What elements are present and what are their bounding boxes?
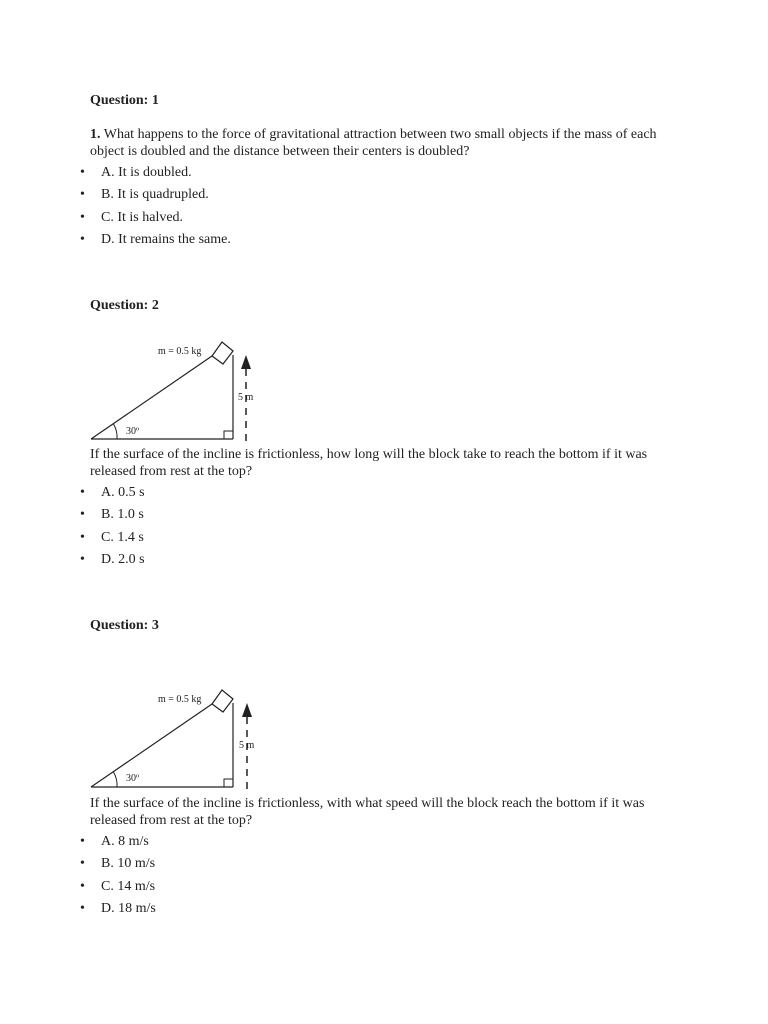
question-3-heading: Question: 3 bbox=[90, 618, 159, 633]
question-3-option-c[interactable] bbox=[80, 878, 156, 900]
bullet-icon: • bbox=[80, 529, 85, 545]
question-1-heading: Question: 1 bbox=[90, 93, 159, 108]
right-angle-icon bbox=[224, 431, 233, 439]
option-label: D. 18 m/s bbox=[101, 900, 156, 916]
question-3-options bbox=[80, 833, 156, 922]
question-2-option-d[interactable] bbox=[80, 551, 145, 573]
question-2-incline-diagram bbox=[88, 338, 268, 444]
angle-label: 30º bbox=[126, 426, 140, 437]
question-1-option-d[interactable] bbox=[80, 231, 231, 253]
question-3-option-a[interactable] bbox=[80, 833, 156, 855]
angle-arc-icon bbox=[114, 424, 118, 439]
bullet-icon: • bbox=[80, 856, 85, 872]
bullet-icon: • bbox=[80, 551, 85, 567]
mass-label: m = 0.5 kg bbox=[158, 694, 202, 705]
question-3-text: If the surface of the incline is frictionless, with what speed will the block reach the bottom if it was released from rest at the top? bbox=[90, 796, 645, 828]
bullet-icon: • bbox=[80, 900, 85, 916]
option-label: B. 10 m/s bbox=[101, 856, 156, 872]
question-1-option-b[interactable] bbox=[80, 186, 231, 208]
question-2-text: If the surface of the incline is frictionless, how long will the block take to reach the bottom if it was released from rest at the top? bbox=[90, 447, 648, 479]
height-label: 5 m bbox=[238, 392, 254, 403]
question-1-option-a[interactable] bbox=[80, 164, 231, 186]
option-label: A. 0.5 s bbox=[101, 485, 145, 500]
height-label: 5 m bbox=[239, 740, 255, 751]
bullet-icon: • bbox=[80, 507, 85, 523]
question-1-number: 1. bbox=[90, 127, 101, 142]
question-1-option-c[interactable] bbox=[80, 209, 231, 231]
option-label: C. 1.4 s bbox=[101, 529, 144, 545]
question-3-incline-diagram bbox=[88, 686, 268, 792]
angle-label: 30º bbox=[126, 773, 140, 784]
angle-arc-icon bbox=[114, 772, 118, 787]
question-1-prompt: What happens to the force of gravitational attraction between two small objects if the mass of each object is doubled and the distance between their centers is doubled? bbox=[90, 127, 657, 159]
right-angle-icon bbox=[224, 779, 233, 787]
option-label: A. It is doubled. bbox=[101, 165, 192, 180]
block-icon bbox=[212, 690, 233, 712]
question-2-options bbox=[80, 484, 145, 573]
question-1-options bbox=[80, 164, 231, 253]
bullet-icon: • bbox=[80, 834, 85, 849]
bullet-icon: • bbox=[80, 485, 85, 500]
arrow-up-icon bbox=[241, 355, 251, 369]
option-label: D. 2.0 s bbox=[101, 551, 145, 567]
incline-slope-line bbox=[91, 356, 212, 439]
question-1-text bbox=[90, 126, 670, 160]
option-label: A. 8 m/s bbox=[101, 834, 149, 849]
bullet-icon: • bbox=[80, 231, 85, 247]
question-2-option-a[interactable] bbox=[80, 484, 145, 506]
option-label: D. It remains the same. bbox=[101, 231, 231, 247]
bullet-icon: • bbox=[80, 187, 85, 203]
mass-label: m = 0.5 kg bbox=[158, 346, 202, 357]
option-label: B. It is quadrupled. bbox=[101, 187, 209, 203]
option-label: B. 1.0 s bbox=[101, 507, 144, 523]
bullet-icon: • bbox=[80, 165, 85, 180]
arrow-up-icon bbox=[242, 703, 252, 717]
question-2-option-c[interactable] bbox=[80, 529, 145, 551]
question-3-option-b[interactable] bbox=[80, 855, 156, 877]
incline-slope-line bbox=[91, 704, 212, 787]
question-2-option-b[interactable] bbox=[80, 506, 145, 528]
bullet-icon: • bbox=[80, 209, 85, 225]
option-label: C. 14 m/s bbox=[101, 878, 156, 894]
block-icon bbox=[212, 342, 233, 364]
bullet-icon: • bbox=[80, 878, 85, 894]
question-3-option-d[interactable] bbox=[80, 900, 156, 922]
option-label: C. It is halved. bbox=[101, 209, 184, 225]
question-2-heading: Question: 2 bbox=[90, 298, 159, 313]
